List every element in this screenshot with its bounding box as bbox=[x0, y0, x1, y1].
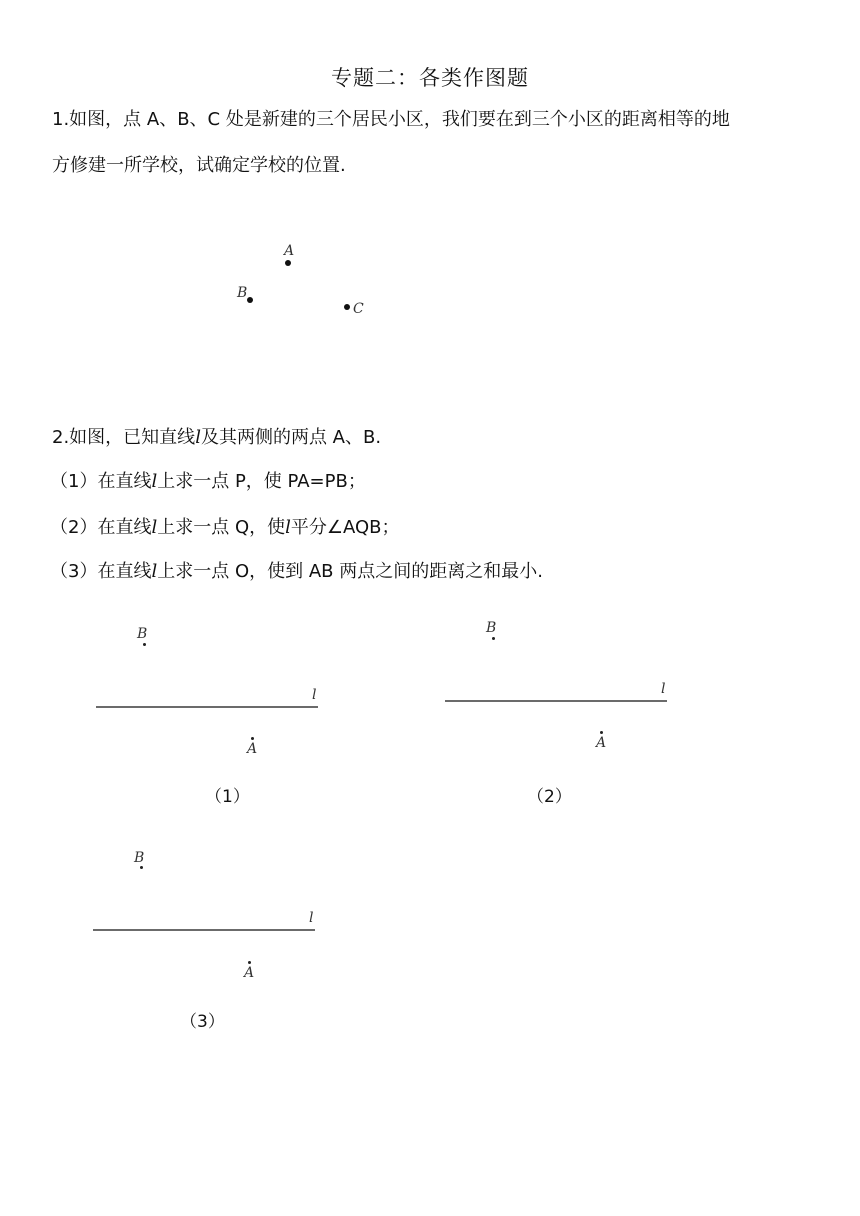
q1-text-line1: 1.如图，点 A、B、C 处是新建的三个居民小区，我们要在到三个小区的距离相等的地 bbox=[52, 109, 730, 130]
fig1-a-label: A bbox=[247, 741, 258, 757]
q2-sub2-part2: 上求一点 Q，使 bbox=[157, 517, 286, 538]
line-symbol: l bbox=[151, 471, 158, 492]
fig3-line-l bbox=[93, 929, 315, 931]
q1-text-line2: 方修建一所学校，试确定学校的位置. bbox=[52, 155, 346, 176]
fig1-line-label: l bbox=[312, 687, 317, 703]
q2-sub2-part1: （2）在直线 bbox=[50, 517, 152, 538]
q2-sub2 bbox=[50, 516, 400, 540]
line-symbol: l bbox=[151, 561, 158, 582]
point-a-label: A bbox=[284, 243, 295, 259]
q2-sub3 bbox=[50, 560, 543, 584]
q2-intro-part1: 2.如图，已知直线 bbox=[52, 427, 196, 448]
fig2-b-dot bbox=[492, 637, 495, 640]
point-b-label: B bbox=[237, 285, 248, 301]
fig3-line-label: l bbox=[309, 910, 314, 926]
q2-sub3-part2: 上求一点 O，使到 AB 两点之间的距离之和最小. bbox=[157, 561, 543, 582]
q2-sub2-part3: 平分∠AQB； bbox=[290, 517, 400, 538]
line-symbol: l bbox=[151, 517, 158, 538]
fig1-a-dot bbox=[251, 737, 254, 740]
point-c-dot bbox=[344, 304, 350, 310]
fig1-b-label: B bbox=[137, 626, 148, 642]
fig3-b-label: B bbox=[134, 850, 145, 866]
point-a-dot bbox=[285, 260, 291, 266]
line-symbol: l bbox=[195, 427, 201, 448]
fig1-line-l bbox=[96, 706, 318, 708]
point-b-dot bbox=[247, 297, 253, 303]
fig3-caption: （3） bbox=[180, 1012, 225, 1032]
fig1-caption: （1） bbox=[205, 787, 250, 807]
q2-sub1 bbox=[50, 470, 366, 494]
line-symbol: l bbox=[285, 517, 291, 538]
fig2-b-label: B bbox=[486, 620, 497, 636]
q2-sub1-part2: 上求一点 P，使 PA=PB； bbox=[157, 471, 366, 492]
fig2-caption: （2） bbox=[527, 787, 572, 807]
fig2-line-l bbox=[445, 700, 667, 702]
fig2-line-label: l bbox=[661, 681, 666, 697]
q2-intro-part2: 及其两侧的两点 A、B. bbox=[200, 427, 382, 448]
fig2-a-label: A bbox=[596, 735, 607, 751]
fig3-a-dot bbox=[248, 961, 251, 964]
point-c-label: C bbox=[353, 301, 364, 317]
fig2-a-dot bbox=[600, 731, 603, 734]
fig1-b-dot bbox=[143, 643, 146, 646]
q2-sub3-part1: （3）在直线 bbox=[50, 561, 152, 582]
fig3-a-label: A bbox=[244, 965, 255, 981]
q2-sub1-part1: （1）在直线 bbox=[50, 471, 152, 492]
fig3-b-dot bbox=[140, 866, 143, 869]
page-title: 专题二：各类作图题 bbox=[331, 66, 529, 90]
q2-intro bbox=[52, 426, 381, 450]
